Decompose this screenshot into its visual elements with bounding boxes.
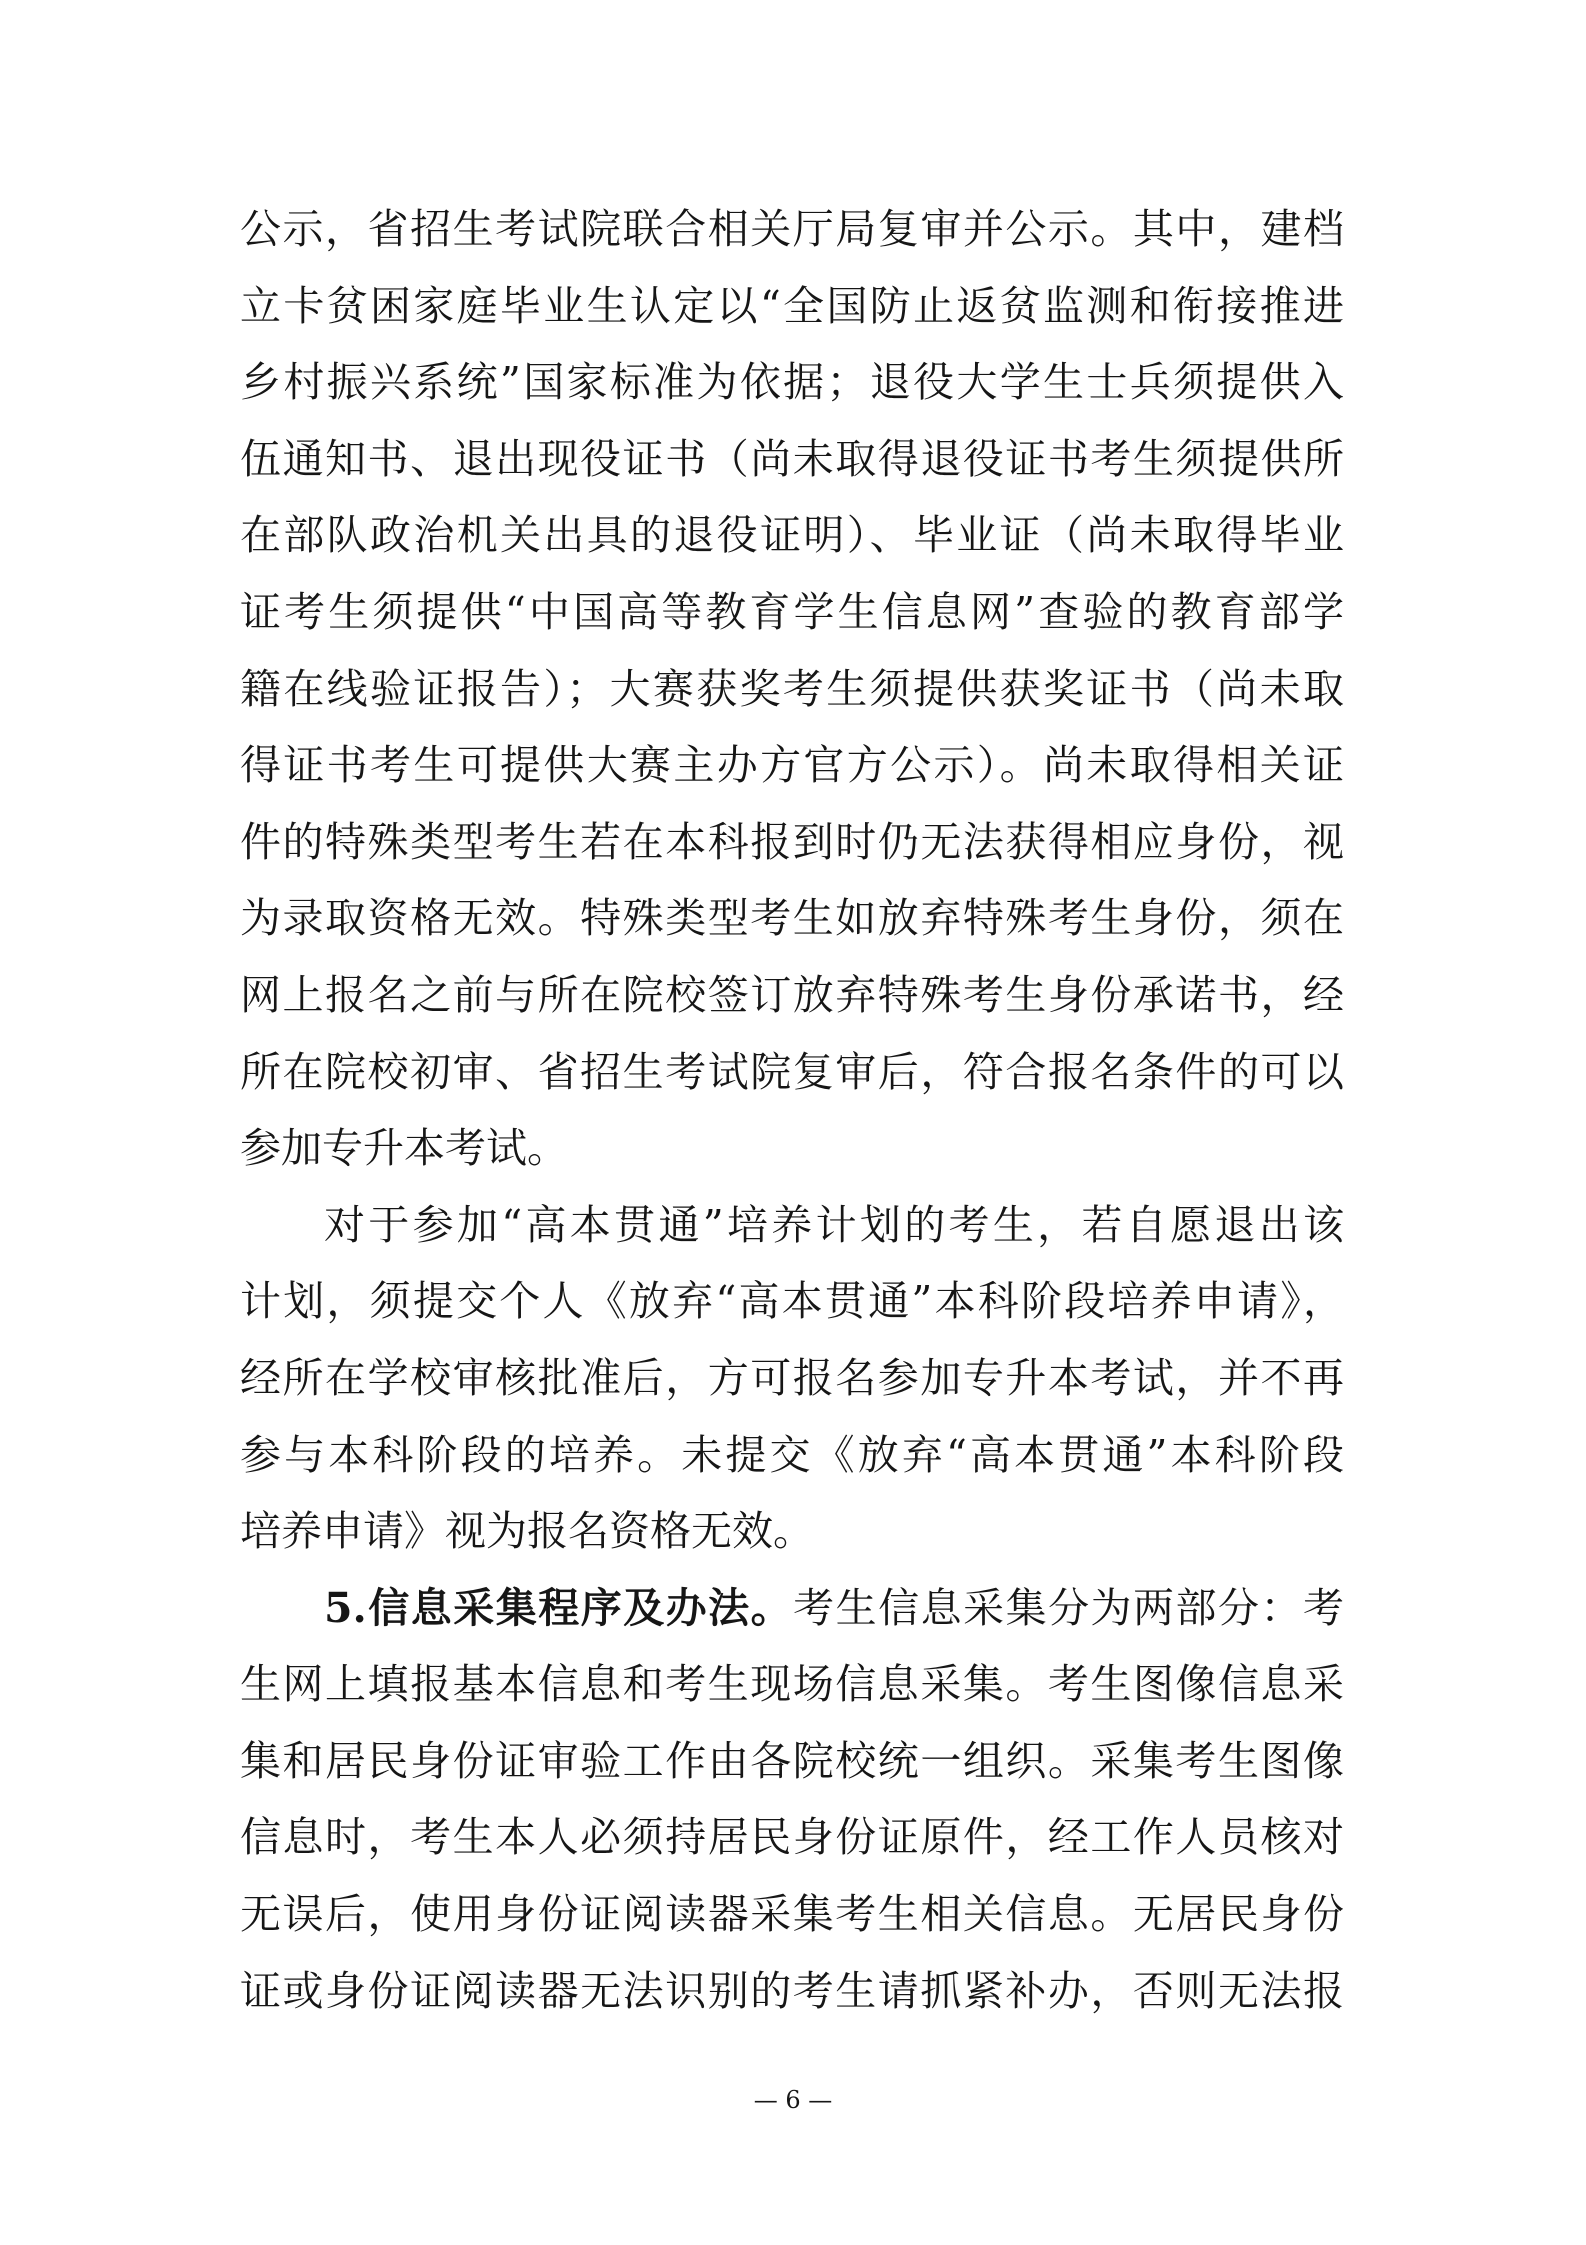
- text-line: 件的特殊类型考生若在本科报到时仍无法获得相应身份，视: [240, 817, 1344, 866]
- text-line: 伍通知书、退出现役证书（尚未取得退役证书考生须提供所: [240, 434, 1344, 483]
- text-line: 无误后，使用身份证阅读器采集考生相关信息。无居民身份: [240, 1890, 1344, 1939]
- text-line: 所在院校初审、省招生考试院复审后，符合报名条件的可以: [240, 1047, 1344, 1096]
- text-line: 参与本科阶段的培养。未提交《放弃“高本贯通”本科阶段: [240, 1430, 1344, 1479]
- text-line: 参加专升本考试。: [240, 1124, 568, 1173]
- text-line: 证考生须提供“中国高等教育学生信息网”查验的教育部学: [240, 587, 1344, 636]
- text-line: 公示，省招生考试院联合相关厅局复审并公示。其中，建档: [240, 205, 1344, 253]
- text-span: 考生信息采集分为两部分：考: [793, 1583, 1344, 1632]
- text-line: 经所在学校审核批准后，方可报名参加专升本考试，并不再: [240, 1353, 1344, 1402]
- paragraph: [240, 191, 1344, 1187]
- paragraph: [240, 1570, 1344, 2030]
- text-line: 信息时，考生本人必须持居民身份证原件，经工作人员核对: [240, 1813, 1344, 1862]
- text-line: 籍在线验证报告）；大赛获奖考生须提供获奖证书（尚未取: [240, 664, 1344, 713]
- text-line: 乡村振兴系统”国家标准为依据；退役大学生士兵须提供入: [240, 358, 1344, 407]
- text-line: 得证书考生可提供大赛主办方官方公示）。尚未取得相关证: [240, 741, 1344, 790]
- text-line: 为录取资格无效。特殊类型考生如放弃特殊考生身份，须在: [240, 894, 1344, 943]
- text-line: 网上报名之前与所在院校签订放弃特殊考生身份承诺书，经: [240, 970, 1344, 1019]
- page-number: — 6 —: [753, 2086, 833, 2114]
- paragraph: [240, 1187, 1344, 1570]
- text-line: [240, 1570, 1344, 1647]
- section-heading: 5.信息采集程序及办法。: [324, 1583, 794, 1632]
- text-line: 立卡贫困家庭毕业生认定以“全国防止返贫监测和衔接推进: [240, 281, 1344, 330]
- text-line: 在部队政治机关出具的退役证明）、毕业证（尚未取得毕业: [240, 511, 1344, 560]
- text-line: 证或身份证阅读器无法识别的考生请抓紧补办，否则无法报: [240, 1966, 1344, 2015]
- text-line: 对于参加“高本贯通”培养计划的考生，若自愿退出该: [324, 1200, 1344, 1249]
- text-line: 计划，须提交个人《放弃“高本贯通”本科阶段培养申请》，: [240, 1277, 1344, 1326]
- text-line: 集和居民身份证审验工作由各院校统一组织。采集考生图像: [240, 1736, 1344, 1785]
- text-line: 培养申请》视为报名资格无效。: [240, 1507, 814, 1556]
- text-line: 生网上填报基本信息和考生现场信息采集。考生图像信息采: [240, 1660, 1344, 1709]
- document-body: [240, 191, 1344, 2029]
